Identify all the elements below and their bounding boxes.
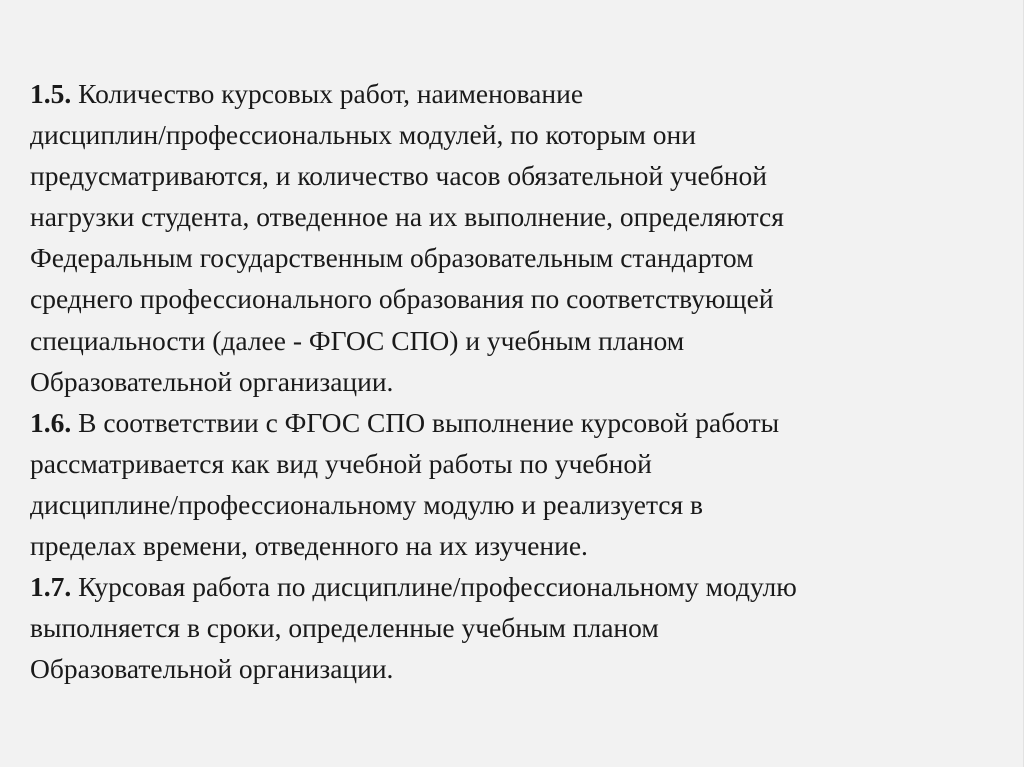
text-line: нагрузки студента, отведенное на их выполнение, определяются <box>30 201 784 233</box>
text-line: 1.6. В соответствии с ФГОС СПО выполнение курсовой работы <box>30 406 780 438</box>
paragraph-1-6 <box>30 402 1005 566</box>
text-line: Образовательной организации. <box>30 653 394 685</box>
text-line: 1.7. Курсовая работа по дисциплине/профессиональному модулю <box>30 571 797 603</box>
text-line: Федеральным государственным образовательным стандартом <box>30 242 754 274</box>
text-line: дисциплин/профессиональных модулей, по которым они <box>30 119 696 151</box>
text-line: Образовательной организации. <box>30 365 394 397</box>
item-number: 1.7. <box>30 571 72 603</box>
text-line: специальности (далее - ФГОС СПО) и учебным планом <box>30 324 685 356</box>
slide-text <box>30 73 1005 689</box>
text-line: предусматриваются, и количество часов обязательной учебной <box>30 160 767 192</box>
text-line: пределах времени, отведенного на их изучение. <box>30 530 588 562</box>
text-line: 1.5. Количество курсовых работ, наименование <box>30 78 584 109</box>
text-line: выполняется в сроки, определенные учебным планом <box>30 612 659 644</box>
text-line: рассматривается как вид учебной работы по учебной <box>30 447 652 479</box>
paragraph-1-5 <box>30 73 1005 402</box>
item-number: 1.6. <box>30 406 72 438</box>
paragraph-1-7 <box>30 566 1005 689</box>
text-line: среднего профессионального образования по соответствующей <box>30 283 774 315</box>
item-number: 1.5. <box>30 78 72 109</box>
text-line: дисциплине/профессиональному модулю и реализуется в <box>30 488 704 520</box>
